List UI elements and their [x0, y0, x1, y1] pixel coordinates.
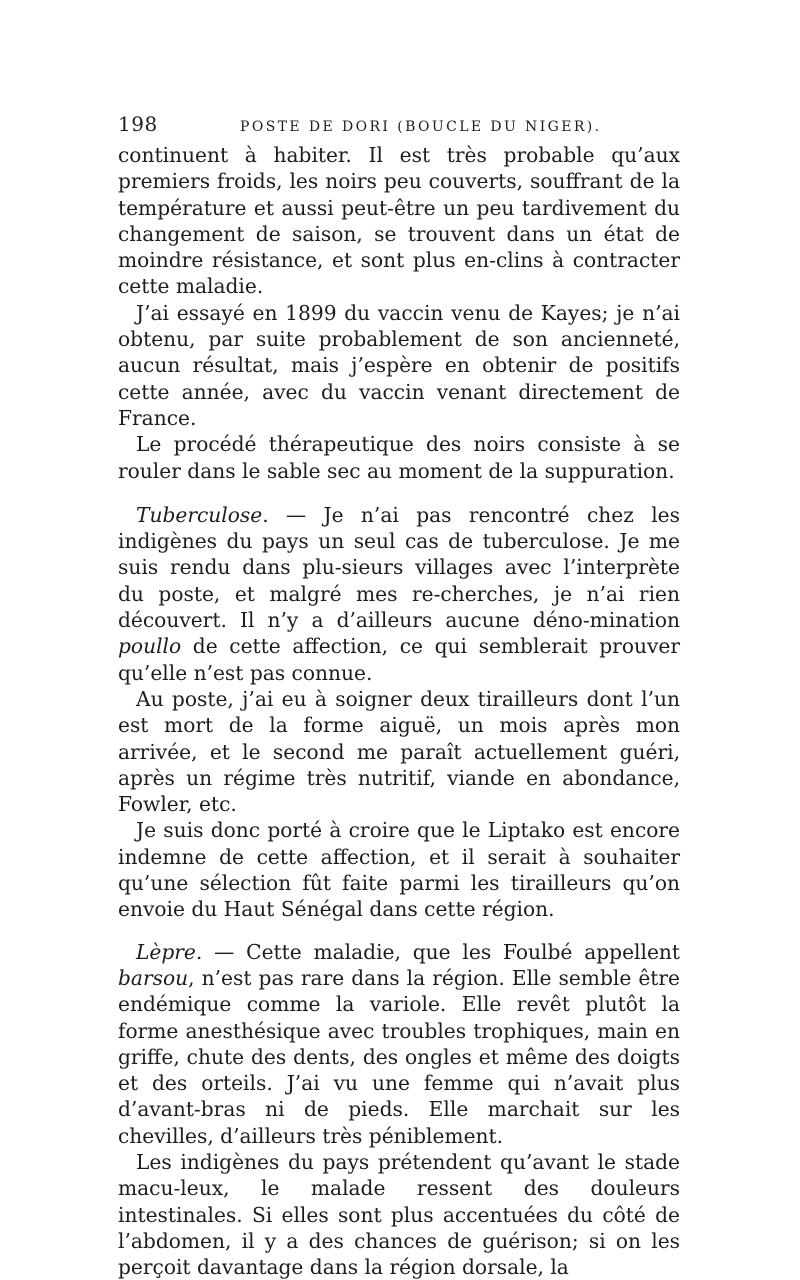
leprosy-text-part-1: — Cette maladie, que les Foulbé appellent [202, 939, 680, 964]
running-title: POSTE DE DORI (BOUCLE DU NIGER). [240, 119, 602, 135]
paragraph-prognosis: Les indigènes du pays prétendent qu’avant le stade macu-leux, le malade ressent des douleurs intestinales. Si elles sont plus accentuées du côté de l’abdomen, il y a des chances de guérison; si on les perçoit davantage dans la région dorsale, la [118, 1149, 680, 1280]
term-barsou: barsou [118, 965, 189, 990]
paragraph-liptako: Je suis donc porté à croire que le Liptako est encore indemne de cette affection, et il serait à souhaiter qu’une sélection fût faite parmi les tirailleurs qu’on envoie du Haut Sénégal dans cette région. [118, 818, 680, 922]
tuberculosis-text-part-2: de cette affection, ce qui semblerait prouver qu’elle n’est pas connue. [118, 634, 680, 685]
paragraph-tirailleurs: Au poste, j’ai eu à soigner deux tirailleurs dont l’un est mort de la forme aiguë, un mois après mon arrivée, et le second me paraît actuellement guéri, après un régime très nutritif, viande en abondance, Fowler, etc. [118, 686, 680, 817]
paragraph-native-therapy: Le procédé thérapeutique des noirs consiste à se rouler dans le sable sec au moment de la suppuration. [118, 432, 680, 483]
page-number: 198 [118, 112, 158, 136]
body-text [118, 142, 680, 1280]
book-page [118, 112, 680, 1280]
tuberculosis-text-part-1: — Je n’ai pas rencontré chez les indigènes du pays un seul cas de tuberculose. Je me suis rendu dans plu-sieurs villages avec l’interprète du poste, et malgré mes re-cherches, je n’ai rien découvert. Il n’y a d’ailleurs aucune déno-mination [118, 502, 680, 633]
running-header [118, 112, 680, 140]
term-poullo: poullo [118, 634, 182, 659]
leprosy-text-part-2: , n’est pas rare dans la région. Elle semble être endémique comme la variole. Elle revêt plutôt la forme anesthésique avec troubles trophiques, main en griffe, chute des dents, des ongles et même des doigts et des orteils. J’ai vu une femme qui n’avait plus d’avant-bras ni de pieds. Elle marchait sur les chevilles, d’ailleurs très péniblement. [118, 965, 680, 1148]
paragraph-leprosy [118, 939, 680, 1149]
paragraph-smallpox-causes: continuent à habiter. Il est très probable qu’aux premiers froids, les noirs peu couverts, souffrant de la température et aussi peut-être un peu tardivement du changement de saison, se trouvent dans un état de moindre résistance, et sont plus en-clins à contracter cette maladie. [118, 143, 680, 299]
paragraph-tuberculosis [118, 502, 680, 686]
paragraph-vaccine: J’ai essayé en 1899 du vaccin venu de Kayes; je n’ai obtenu, par suite probablement de son ancienneté, aucun résultat, mais j’espère en obtenir de positifs cette année, avec du vaccin venant directement de France. [118, 300, 680, 430]
section-heading-leprosy: Lèpre. [136, 939, 203, 964]
section-heading-tuberculosis: Tuberculose. [136, 502, 269, 527]
